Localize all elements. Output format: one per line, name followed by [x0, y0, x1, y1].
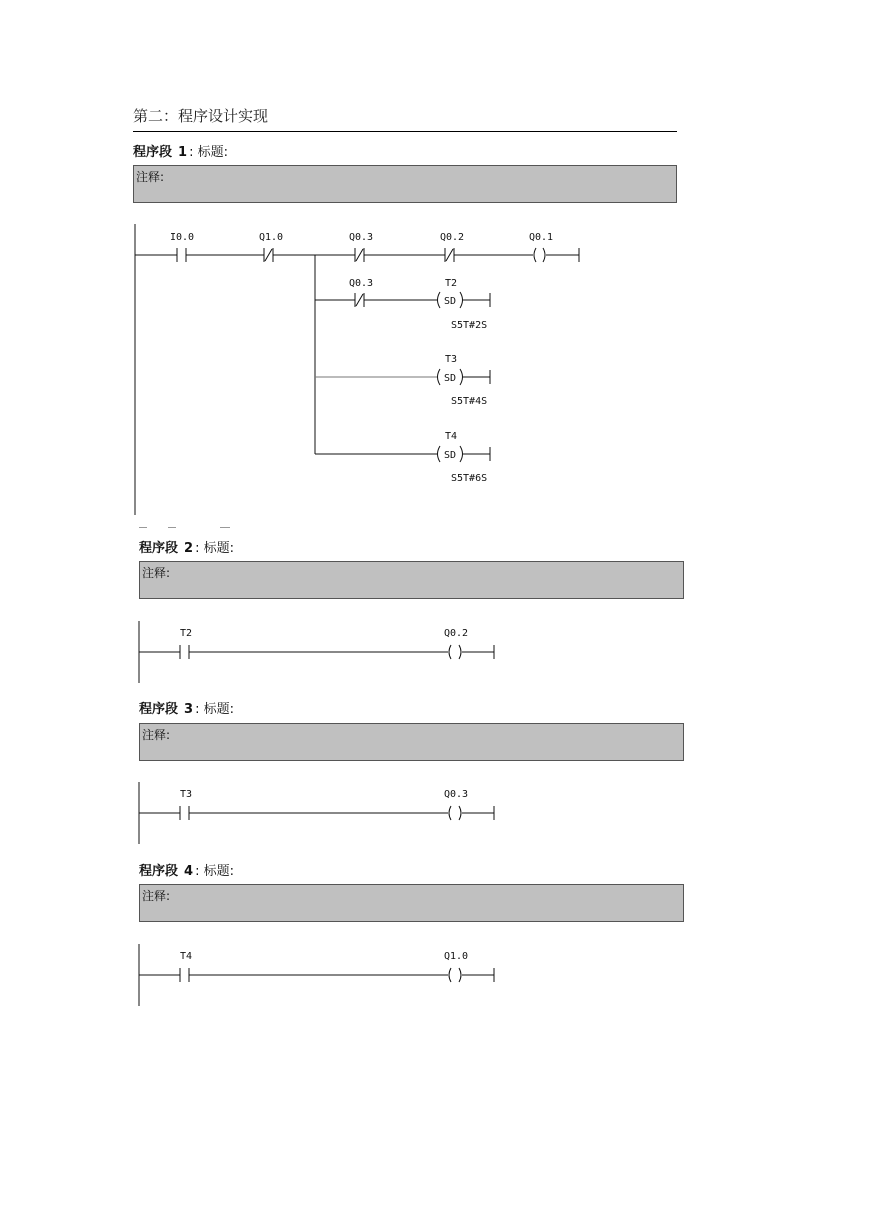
network-3-title-label: : 标题:	[195, 702, 234, 717]
n3-contact-t3	[180, 806, 189, 820]
network-2-title-label: : 标题:	[195, 541, 234, 556]
n1-timer-t4-preset: S5T#6S	[451, 473, 488, 484]
network-2-number: 2	[184, 541, 194, 556]
n4-label-t4: T4	[180, 951, 193, 962]
n1-label-q10: Q1.0	[259, 232, 284, 243]
n1-label-t4: T4	[445, 431, 458, 442]
network-3-comment-label: 注释:	[142, 728, 171, 742]
network-1-title-label: : 标题:	[189, 145, 228, 160]
n1-contact-q02-nc	[445, 248, 454, 262]
n1-label-t3: T3	[445, 354, 458, 365]
network-3-segment-label: 程序段	[139, 702, 179, 717]
n1-timer-t2-preset: S5T#2S	[451, 320, 488, 331]
network-4-segment-label: 程序段	[139, 864, 179, 879]
n4-contact-t4	[180, 968, 189, 982]
n2-coil-q02	[449, 645, 461, 659]
network-4-title-label: : 标题:	[195, 864, 234, 879]
n4-label-q10: Q1.0	[444, 951, 469, 962]
network-1-segment-label: 程序段	[133, 145, 173, 160]
network-1-number: 1	[178, 145, 188, 160]
n2-label-q02: Q0.2	[444, 628, 469, 639]
n1-label-q02: Q0.2	[440, 232, 465, 243]
section-heading: 第二：程序设计实现	[133, 107, 269, 125]
n2-label-t2: T2	[180, 628, 193, 639]
n1-contact-q10-nc	[264, 248, 273, 262]
n1-label-i00: I0.0	[170, 232, 195, 243]
n1-label-t2: T2	[445, 278, 458, 289]
n1-contact-q03-nc	[355, 248, 364, 262]
network-2-comment-label: 注释:	[142, 566, 171, 580]
n1-contact-q03-nc-branch	[355, 293, 364, 307]
network-4-comment-label: 注释:	[142, 889, 171, 903]
n1-label-q01: Q0.1	[529, 232, 554, 243]
n1-timer-t4-type: SD	[444, 450, 457, 461]
n1-label-q03-branch: Q0.3	[349, 278, 374, 289]
network-1-comment-label: 注释:	[136, 170, 165, 184]
n1-timer-t2-type: SD	[444, 296, 457, 307]
n1-timer-t3-preset: S5T#4S	[451, 396, 488, 407]
network-2-segment-label: 程序段	[139, 541, 179, 556]
n3-coil-q03	[449, 806, 461, 820]
n4-coil-q10	[449, 968, 461, 982]
n1-coil-q01	[534, 248, 545, 262]
network-4-number: 4	[184, 864, 194, 879]
n3-label-q03: Q0.3	[444, 789, 469, 800]
network-3-number: 3	[184, 702, 194, 717]
n3-label-t3: T3	[180, 789, 193, 800]
n1-timer-t3-type: SD	[444, 373, 457, 384]
n2-contact-t2	[180, 645, 189, 659]
n1-contact-i00	[177, 248, 186, 262]
n1-label-q03: Q0.3	[349, 232, 374, 243]
